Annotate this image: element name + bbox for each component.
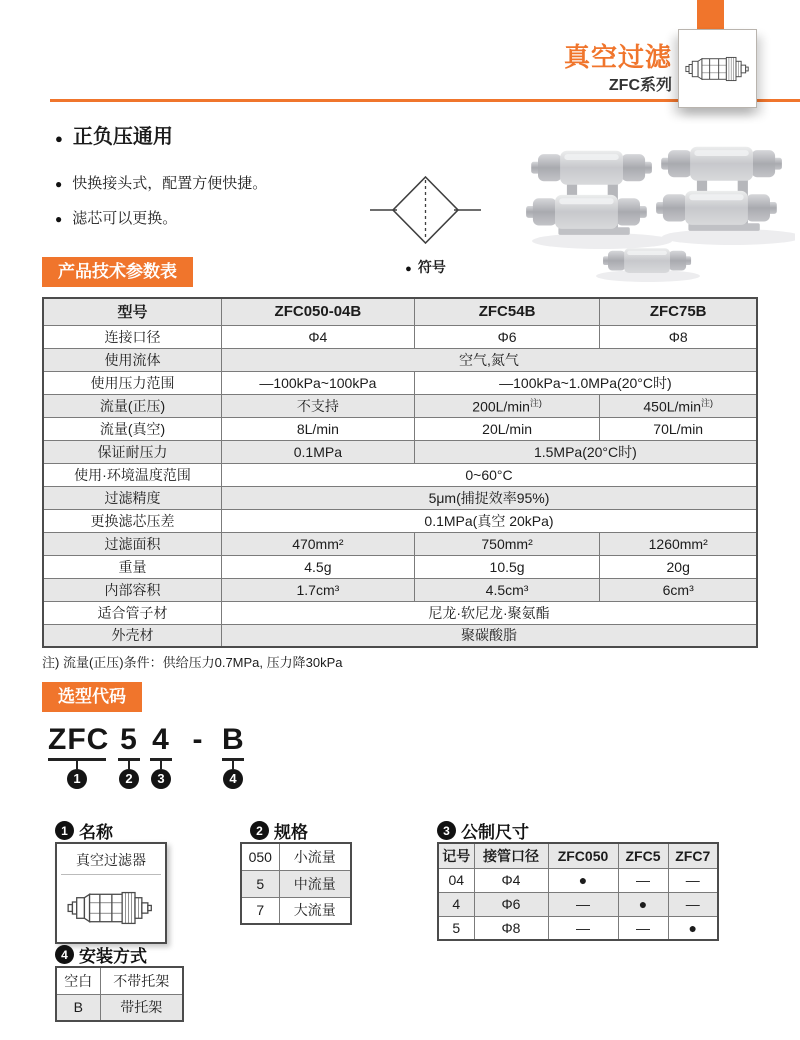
model-code-stem (76, 761, 78, 769)
spec-cell: 4.5cm³ (414, 578, 600, 601)
spec-row-label: 过滤精度 (43, 486, 222, 509)
table-row (56, 967, 183, 994)
model-code-marker: 1 (67, 769, 87, 789)
spec-code-table (240, 842, 352, 925)
size-header-cell: 接管口径 (474, 843, 548, 868)
spec-row-label: 外壳材 (43, 624, 222, 647)
filter-line-drawing-icon (685, 51, 751, 87)
size-cell: Φ6 (474, 892, 548, 916)
spec-cell: 20g (600, 555, 757, 578)
feature-item (55, 207, 177, 228)
size-availability-cell: ● (548, 868, 618, 892)
spec-table-row (43, 532, 757, 555)
model-code-letter: - (192, 723, 204, 756)
spec-cell: 0.1MPa (222, 440, 415, 463)
spec-table-row (43, 440, 757, 463)
model-code-part (150, 722, 172, 789)
spec-table-row (43, 417, 757, 440)
spec-row-label: 内部容积 (43, 578, 222, 601)
feature-item-text: 快换接头式，配置方便快捷。 (72, 175, 268, 192)
size-availability-cell: — (668, 892, 718, 916)
header-accent-tab (697, 0, 724, 29)
spec-cell: —100kPa~100kPa (222, 371, 415, 394)
spec-cell: 450L/min$^{注)}$ (600, 394, 757, 417)
spec-cell: 8L/min (222, 417, 415, 440)
sub-section-title-size (437, 818, 529, 843)
spec-cell: 聚碳酸脂 (222, 624, 758, 647)
spec-code-cell: 中流量 (279, 870, 351, 897)
spec-cell: 1.7cm³ (222, 578, 415, 601)
model-code-part (48, 722, 110, 789)
model-code-separator (190, 722, 206, 758)
section-badge-specs: 产品技术参数表 (42, 257, 193, 287)
bullet-icon: ● (55, 212, 63, 226)
sub-section-title-text: 公制尺寸 (461, 823, 529, 842)
size-availability-cell: — (668, 868, 718, 892)
spec-table-row (43, 371, 757, 394)
spec-header-cell: ZFC75B (600, 298, 757, 325)
size-availability-cell: — (548, 916, 618, 940)
section-number-badge: 4 (55, 945, 74, 964)
size-availability-cell: — (548, 892, 618, 916)
table-row (56, 994, 183, 1021)
spec-cell: 70L/min (600, 417, 757, 440)
mounting-table (55, 966, 184, 1022)
spec-cell: 尼龙·软尼龙·聚氨酯 (222, 601, 758, 624)
sub-section-title-text: 规格 (274, 823, 308, 842)
bullet-icon: ● (405, 263, 412, 275)
spec-row-label: 保证耐压力 (43, 440, 222, 463)
spec-cell: 0.1MPa(真空 20kPa) (222, 509, 758, 532)
size-header-cell: ZFC050 (548, 843, 618, 868)
model-code-letter: 5 (120, 723, 138, 756)
spec-row-label: 流量(真空) (43, 417, 222, 440)
model-code-stem (160, 761, 162, 769)
spec-table (42, 297, 758, 648)
table-row (438, 916, 718, 940)
model-code-part (222, 722, 244, 789)
size-header-cell: 记号 (438, 843, 474, 868)
table-row (241, 843, 351, 870)
mount-code-cell: 空白 (56, 967, 100, 994)
size-header-cell: ZFC5 (618, 843, 668, 868)
sub-section-title-mount (55, 942, 147, 967)
spec-cell: 不支持 (222, 394, 415, 417)
sub-section-title-spec (250, 818, 308, 843)
spec-cell: Φ6 (414, 325, 600, 348)
section-number-badge: 1 (55, 821, 74, 840)
model-code-letter: ZFC (48, 723, 110, 756)
model-code (48, 722, 244, 789)
mount-desc-cell: 不带托架 (100, 967, 183, 994)
spec-cell: 1.5MPa(20°C时) (414, 440, 757, 463)
spec-cell: 0~60°C (222, 463, 758, 486)
spec-table-row (43, 463, 757, 486)
spec-table-row (43, 509, 757, 532)
model-code-letter: 4 (152, 723, 170, 756)
size-cell: Φ4 (474, 868, 548, 892)
spec-code-cell: 大流量 (279, 897, 351, 924)
model-code-marker: 4 (223, 769, 243, 789)
size-cell: 5 (438, 916, 474, 940)
spec-table-row (43, 325, 757, 348)
spec-row-label: 连接口径 (43, 325, 222, 348)
product-photo (510, 133, 795, 288)
spec-row-label: 使用压力范围 (43, 371, 222, 394)
spec-header-cell: ZFC54B (414, 298, 600, 325)
spec-row-label: 使用·环境温度范围 (43, 463, 222, 486)
size-availability-cell: ● (618, 892, 668, 916)
model-code-part (118, 722, 140, 789)
filter-line-drawing-icon (64, 884, 158, 932)
spec-cell: 4.5g (222, 555, 415, 578)
section-number-badge: 2 (250, 821, 269, 840)
model-code-marker: 2 (119, 769, 139, 789)
spec-cell: —100kPa~1.0MPa(20°C时) (414, 371, 757, 394)
pneumatic-symbol-figure (368, 172, 483, 277)
spec-cell: 750mm² (414, 532, 600, 555)
table-row (438, 892, 718, 916)
spec-header-cell: ZFC050-04B (222, 298, 415, 325)
size-cell: 4 (438, 892, 474, 916)
sub-section-title-name (55, 818, 113, 843)
bullet-icon: ● (55, 177, 63, 191)
feature-headline (55, 120, 173, 149)
spec-code-cell: 5 (241, 870, 279, 897)
name-box (55, 842, 167, 944)
spec-row-label: 流量(正压) (43, 394, 222, 417)
name-box-label: 真空过滤器 (61, 844, 161, 875)
sub-section-title-text: 名称 (79, 823, 113, 842)
spec-table-header-row (43, 298, 757, 325)
mount-code-cell: B (56, 994, 100, 1021)
table-row (241, 870, 351, 897)
size-availability-cell: — (618, 868, 668, 892)
feature-item (55, 172, 267, 193)
header-titles (564, 42, 672, 97)
model-code-letter: B (222, 723, 245, 756)
section-badge-code: 选型代码 (42, 682, 142, 712)
page-series: ZFC系列 (608, 77, 672, 94)
spec-cell: Φ8 (600, 325, 757, 348)
product-thumbnail-card (678, 29, 757, 108)
symbol-label: ● 符号 (405, 259, 446, 275)
spec-cell: 空气,氮气 (222, 348, 758, 371)
spec-row-label: 使用流体 (43, 348, 222, 371)
page-title: 真空过滤 (563, 42, 672, 72)
sub-section-title-text: 安装方式 (79, 947, 147, 966)
metric-size-table (437, 842, 719, 941)
spec-cell: Φ4 (222, 325, 415, 348)
table-row (241, 897, 351, 924)
size-availability-cell: ● (668, 916, 718, 940)
spec-header-cell: 型号 (43, 298, 222, 325)
spec-table-row (43, 578, 757, 601)
mount-desc-cell: 带托架 (100, 994, 183, 1021)
bullet-icon: ● (55, 131, 63, 146)
spec-cell: 200L/min$^{注)}$ (414, 394, 600, 417)
spec-row-label: 重量 (43, 555, 222, 578)
table-row (438, 868, 718, 892)
spec-table-row (43, 555, 757, 578)
spec-row-label: 适合管子材 (43, 601, 222, 624)
spec-cell: 20L/min (414, 417, 600, 440)
note-superscript: 注) (529, 398, 542, 409)
spec-table-row (43, 624, 757, 647)
spec-cell: 5μm(捕捉效率95%) (222, 486, 758, 509)
spec-row-label: 更换滤芯压差 (43, 509, 222, 532)
model-code-stem (128, 761, 130, 769)
note-superscript: 注) (700, 398, 713, 409)
spec-cell: 470mm² (222, 532, 415, 555)
model-code-marker: 3 (151, 769, 171, 789)
size-header-cell: ZFC7 (668, 843, 718, 868)
spec-table-row (43, 601, 757, 624)
spec-code-cell: 7 (241, 897, 279, 924)
spec-table-row (43, 486, 757, 509)
spec-cell: 1260mm² (600, 532, 757, 555)
table-header-row (438, 843, 718, 868)
feature-headline-text: 正负压通用 (72, 126, 173, 148)
size-cell: Φ8 (474, 916, 548, 940)
section-number-badge: 3 (437, 821, 456, 840)
spec-row-label: 过滤面积 (43, 532, 222, 555)
spec-cell: 6cm³ (600, 578, 757, 601)
size-availability-cell: — (618, 916, 668, 940)
spec-table-note: 注) 流量(正压)条件：供给压力0.7MPa, 压力降30kPa (42, 655, 343, 670)
filter-symbol-icon (368, 172, 483, 248)
model-code-stem (232, 761, 234, 769)
feature-item-text: 滤芯可以更换。 (72, 210, 178, 227)
spec-table-row (43, 348, 757, 371)
spec-table-row (43, 394, 757, 417)
spec-cell: 10.5g (414, 555, 600, 578)
size-cell: 04 (438, 868, 474, 892)
spec-code-cell: 小流量 (279, 843, 351, 870)
spec-code-cell: 050 (241, 843, 279, 870)
